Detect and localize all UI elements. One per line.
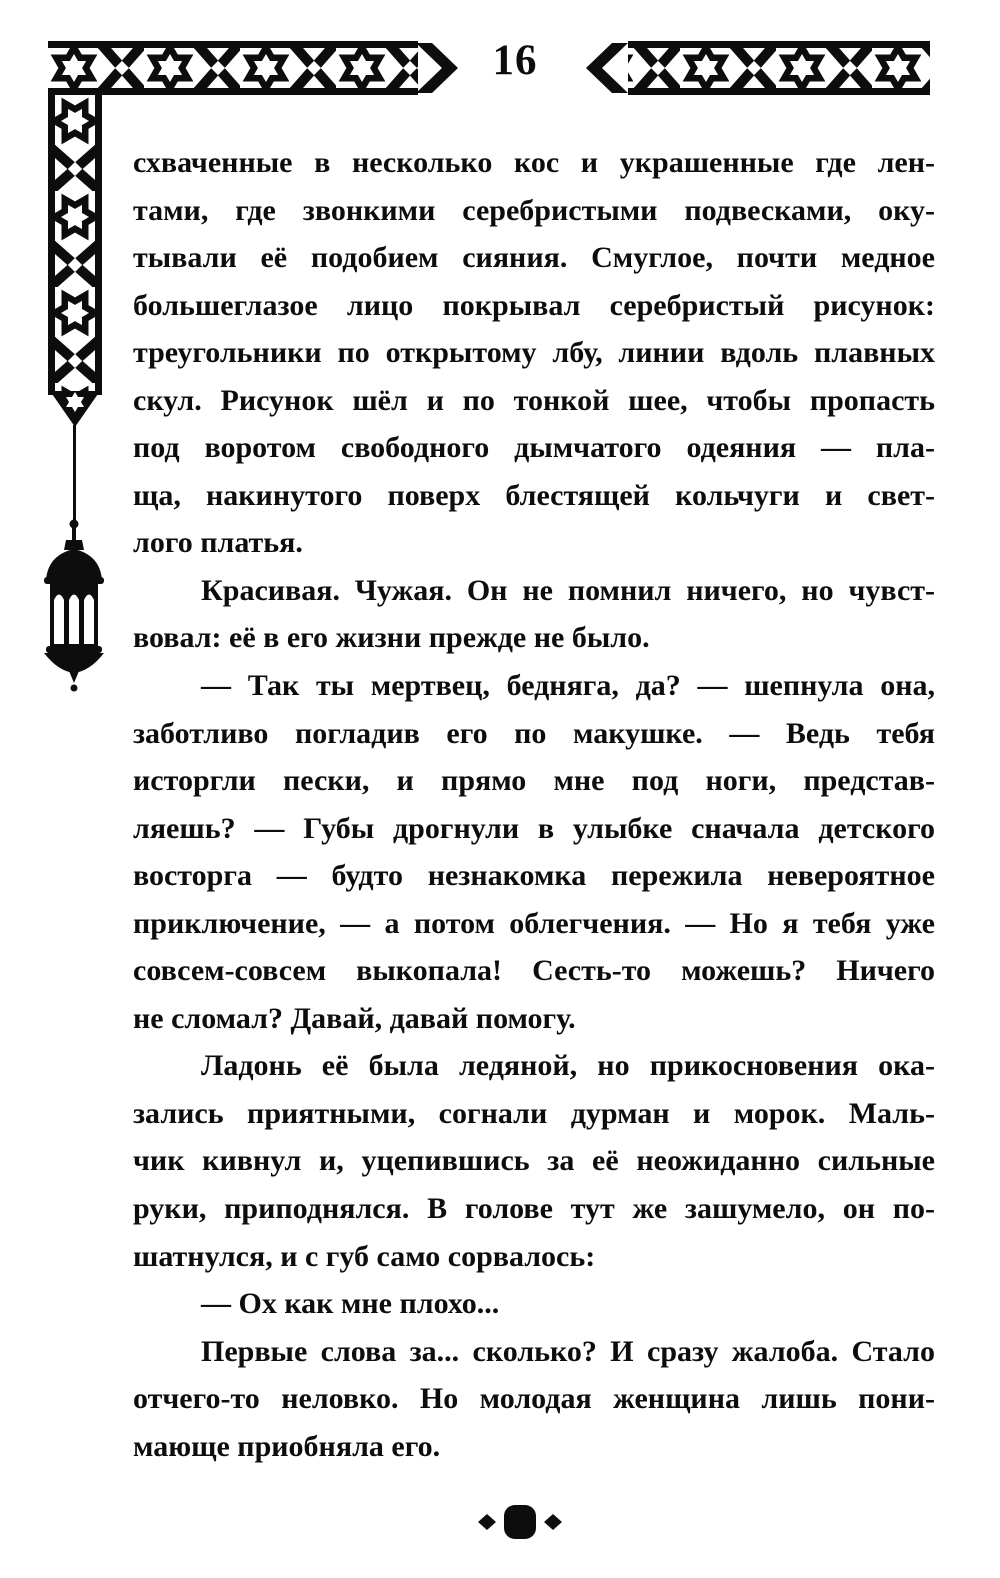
footer-ornament-icon bbox=[474, 1500, 566, 1544]
text-line: Красивая. Чужая. Он не помнил ничего, но чувст- bbox=[201, 573, 935, 607]
text-line: не сломал? Давай, давай помогу. bbox=[133, 1001, 576, 1035]
left-border-ornament-band bbox=[48, 95, 102, 448]
text-line: тывали её подобием сияния. Смуглое, почти медное bbox=[133, 241, 935, 275]
text-line: заботливо погладив его по макушке. — Ведь тебя bbox=[133, 716, 935, 750]
body-text bbox=[133, 139, 935, 1470]
text-line: Ладонь её была ледяной, но прикосновения ока- bbox=[201, 1049, 935, 1083]
text-line: — Ох как мне плохо... bbox=[201, 1287, 500, 1321]
text-line: треугольники по открытому лбу, линии вдоль плавных bbox=[133, 336, 935, 370]
text-line: скул. Рисунок шёл и по тонкой шее, чтобы пропасть bbox=[133, 383, 935, 417]
lantern-string bbox=[73, 425, 76, 521]
top-right-ornament-band bbox=[584, 41, 930, 95]
text-line: руки, приподнялся. В голове тут же зашумело, он по- bbox=[133, 1192, 935, 1226]
text-line: под воротом свободного дымчатого одеяния — пла- bbox=[133, 431, 935, 465]
text-line: лого платья. bbox=[133, 526, 303, 560]
text-line: — Так ты мертвец, бедняга, да? — шепнула она, bbox=[201, 669, 935, 703]
hanging-lantern-icon bbox=[42, 518, 106, 696]
page-number: 16 bbox=[492, 37, 538, 84]
top-left-ornament-band bbox=[48, 41, 462, 95]
text-line: ляешь? — Губы дрогнули в улыбке сначала детского bbox=[133, 811, 935, 845]
text-line: мающе приобняла его. bbox=[133, 1429, 441, 1463]
text-line: отчего-то неловко. Но молодая женщина лишь пони- bbox=[133, 1382, 935, 1416]
text-line: схваченные в несколько кос и украшенные где лен- bbox=[133, 146, 935, 179]
text-line: зались приятными, согнали дурман и морок. Маль- bbox=[133, 1096, 935, 1130]
text-line: Первые слова за... сколько? И сразу жалоба. Стало bbox=[201, 1334, 935, 1368]
text-line: вовал: её в его жизни прежде не было. bbox=[133, 621, 650, 655]
text-line: совсем-совсем выкопала! Сесть-то можешь? Ничего bbox=[133, 954, 935, 988]
text-line: ща, накинутого поверх блестящей кольчуги и свет- bbox=[133, 478, 935, 512]
text-line: восторга — будто незнакомка пережила невероятное bbox=[133, 859, 935, 893]
text-line: тами, где звонкими серебристыми подвесками, оку- bbox=[133, 193, 935, 227]
text-line: большеглазое лицо покрывал серебристый рисунок: bbox=[133, 288, 935, 322]
text-line: шатнулся, и с губ само сорвалось: bbox=[133, 1239, 596, 1273]
text-line: исторгли пески, и прямо мне под ноги, представ- bbox=[133, 764, 935, 798]
text-line: чик кивнул и, уцепившись за её неожиданно сильные bbox=[133, 1144, 935, 1178]
text-line: приключение, — а потом облегчения. — Но я тебя уже bbox=[133, 906, 935, 940]
